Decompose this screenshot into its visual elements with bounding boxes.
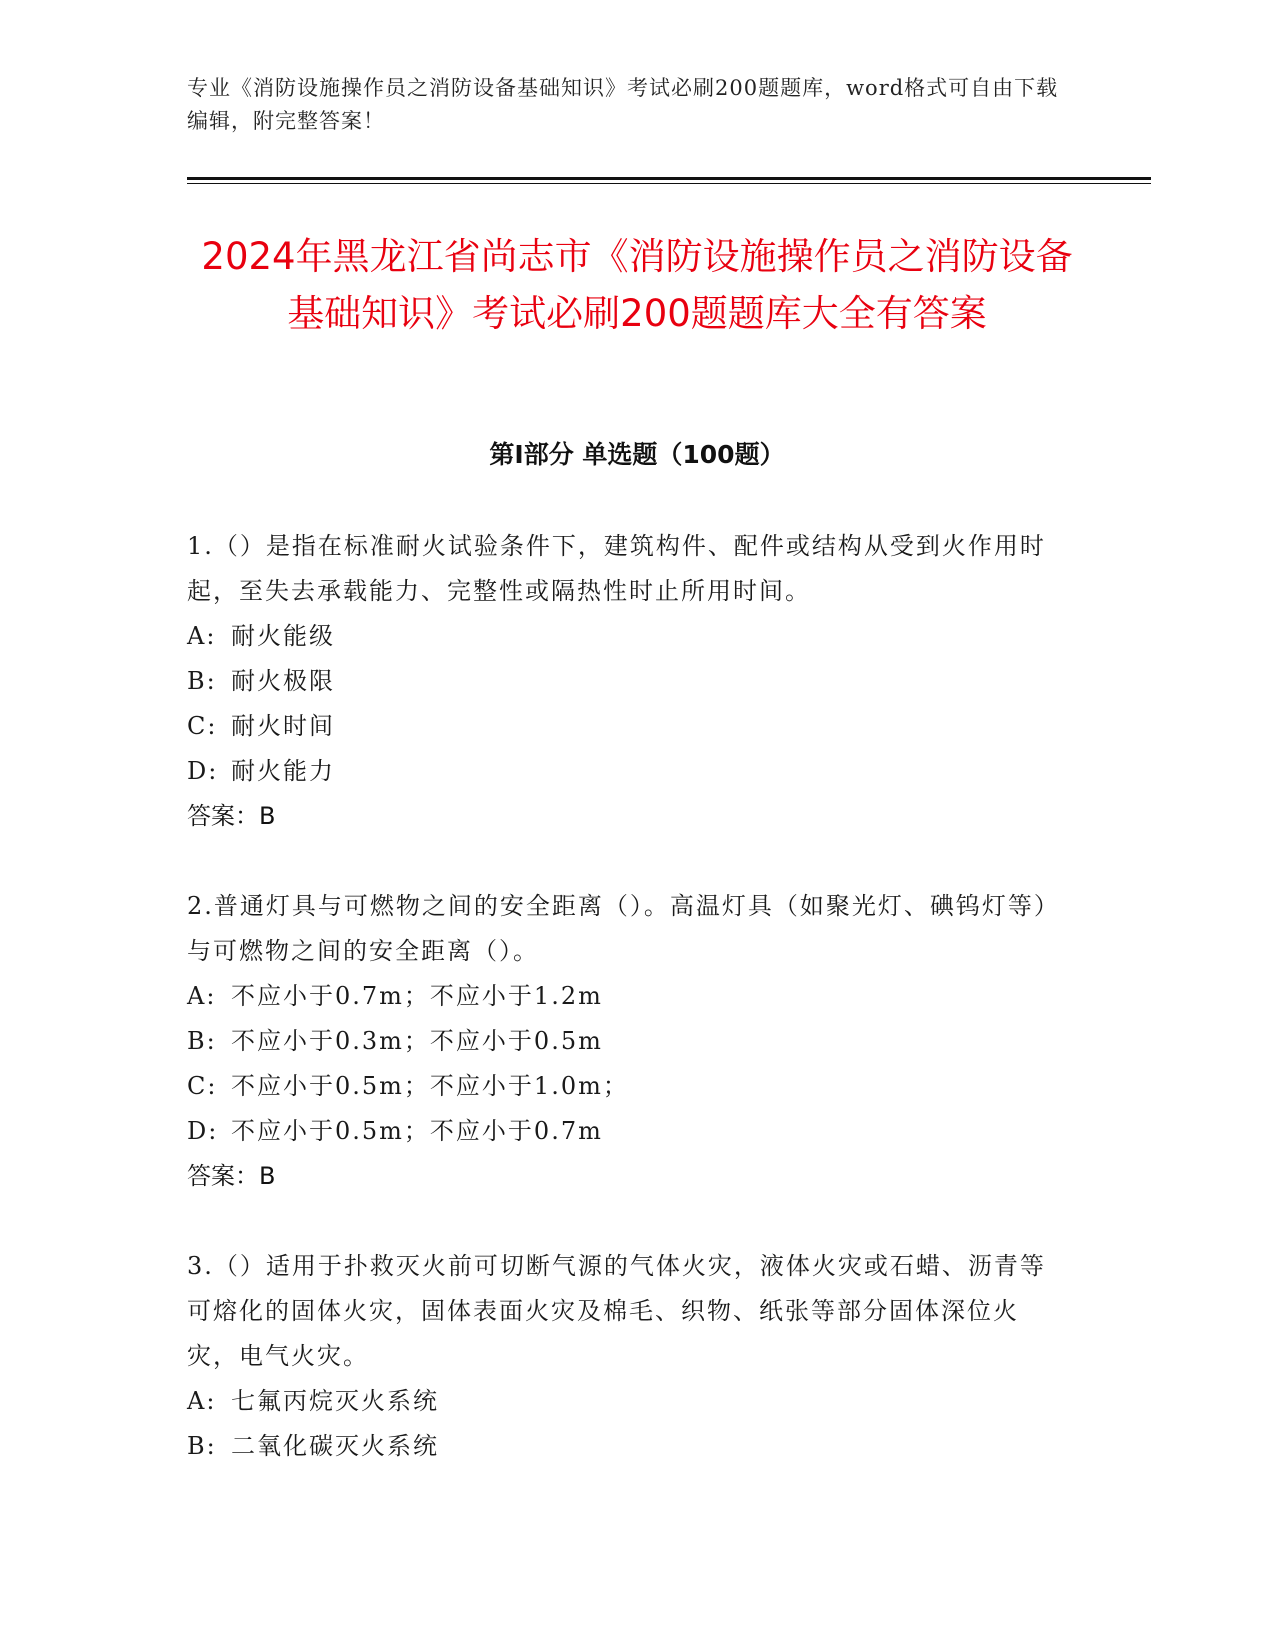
option-c — [187, 704, 1067, 749]
document-title: 2024年黑龙江省尚志市《消防设施操作员之消防设备基础知识》考试必刷200题题库大全有答案 — [201, 235, 1073, 335]
option-text: 耐火能级 — [231, 622, 335, 650]
option-a — [187, 974, 1067, 1019]
option-a — [187, 614, 1067, 659]
option-text: 七氟丙烷灭火系统 — [231, 1387, 439, 1415]
section-title: 第I部分 单选题（100题） — [489, 440, 785, 469]
option-b — [187, 1019, 1067, 1064]
option-text: 耐火时间 — [231, 712, 335, 740]
header-rule-thick — [187, 177, 1151, 180]
option-key: A: — [187, 982, 217, 1010]
option-key: B: — [187, 1432, 217, 1460]
option-a — [187, 1379, 1067, 1424]
option-text: 耐火极限 — [231, 667, 335, 695]
option-key: B: — [187, 667, 217, 695]
option-d — [187, 749, 1067, 794]
answer: 答案：B — [187, 802, 276, 830]
option-text: 二氧化碳灭火系统 — [231, 1432, 439, 1460]
question-stem: 1.（）是指在标准耐火试验条件下，建筑构件、配件或结构从受到火作用时起，至失去承载能力、完整性或隔热性时止所用时间。 — [187, 532, 1046, 605]
option-text: 不应小于0.5m；不应小于0.7m — [231, 1117, 603, 1145]
option-text: 不应小于0.7m；不应小于1.2m — [231, 982, 603, 1010]
question-list — [187, 524, 1067, 1514]
option-key: D: — [187, 1117, 219, 1145]
option-key: B: — [187, 1027, 217, 1055]
option-c — [187, 1064, 1067, 1109]
question-stem: 3.（）适用于扑救灭火前可切断气源的气体火灾，液体火灾或石蜡、沥青等可熔化的固体火灾，固体表面火灾及棉毛、织物、纸张等部分固体深位火灾，电气火灾。 — [187, 1252, 1046, 1370]
option-text: 耐火能力 — [231, 757, 335, 785]
option-key: C: — [187, 712, 218, 740]
option-key: A: — [187, 1387, 217, 1415]
answer: 答案：B — [187, 1162, 276, 1190]
option-key: C: — [187, 1072, 218, 1100]
option-key: A: — [187, 622, 217, 650]
option-text: 不应小于0.3m；不应小于0.5m — [231, 1027, 603, 1055]
option-d — [187, 1109, 1067, 1154]
question-1 — [187, 524, 1067, 839]
header-note: 专业《消防设施操作员之消防设备基础知识》考试必刷200题题库，word格式可自由下载编辑，附完整答案！ — [187, 76, 1059, 133]
question-2 — [187, 884, 1067, 1199]
option-b — [187, 659, 1067, 704]
header-rule-thin — [187, 183, 1151, 184]
question-3 — [187, 1244, 1067, 1469]
option-key: D: — [187, 757, 219, 785]
question-stem: 2.普通灯具与可燃物之间的安全距离（）。高温灯具（如聚光灯、碘钨灯等）与可燃物之间的安全距离（）。 — [187, 892, 1060, 965]
option-b — [187, 1424, 1067, 1469]
option-text: 不应小于0.5m；不应小于1.0m； — [231, 1072, 629, 1100]
